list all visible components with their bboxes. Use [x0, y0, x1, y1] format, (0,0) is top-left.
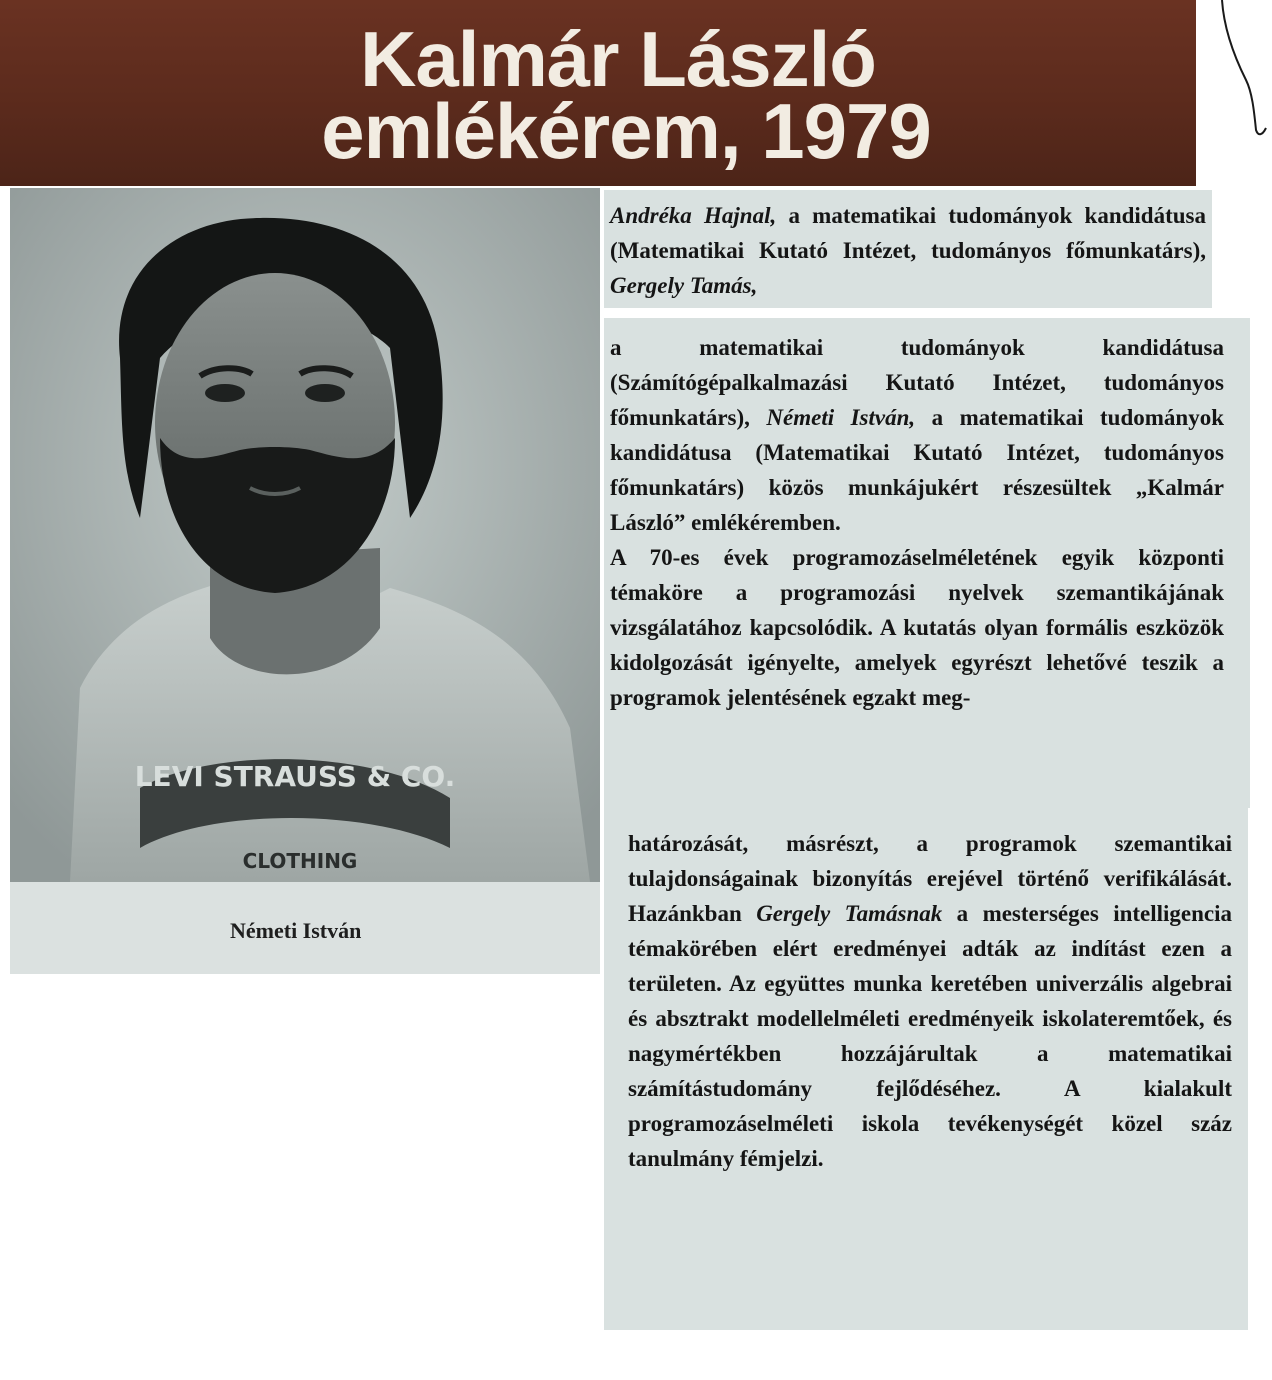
article-text: a matematikai tudományok kandidátusa (Számítógépalkalmazási Kutató Intézet, tudományos főmunkatárs), — [610, 335, 1224, 430]
title-line-2: emlékérem, 1979 — [321, 87, 931, 175]
article-text: határozását, másrészt, a programok szemantikai tulajdonságainak bizonyítás erejével történő verifikálását. Hazánkban — [628, 831, 1232, 926]
photo-caption: Németi István — [230, 918, 362, 943]
shirt-text-1: LEVI STRAUSS & CO. — [134, 760, 456, 793]
author-name: Gergely Tamás, — [610, 273, 758, 298]
author-name: Andréka Hajnal, — [610, 203, 777, 228]
title-banner — [0, 0, 1196, 186]
article-paragraph: A 70-es évek programozáselméletének egyik központi témaköre a programozási nyelvek szemantikájának vizsgálatához kapcsolódik. A kutatás olyan formális eszközök kidolgozását igényelte, amelyek egyrészt lehetővé teszik a programok jelentésének egzakt meg- — [610, 545, 1224, 710]
portrait-photo-box — [10, 188, 600, 974]
shirt-text-2: CLOTHING — [242, 849, 358, 873]
title-line-1: Kalmár László — [360, 15, 876, 103]
portrait-photo — [10, 188, 600, 882]
pen-scribble-margin — [1210, 0, 1272, 150]
article-column-3 — [604, 808, 1248, 1330]
article-column-1 — [604, 190, 1212, 308]
article-paragraph — [628, 826, 1232, 1176]
article-paragraph — [610, 330, 1224, 540]
article-text: a matematikai tudományok kandidátusa (Matematikai Kutató Intézet, tudományos főmunkatárs) közös munkájukért részesültek „Kalmár László” emlékéremben. — [610, 405, 1224, 535]
article-text: a mesterséges intelligencia témakörében elért eredményei adták az indítást ezen a területen. Az együttes munka keretében univerzális algebrai és absztrakt modellelméleti eredményeik iskolateremtőek, és nagymértékben hozzájárultak a matematikai számítástudomány fejlődéséhez. A kialakult programozáselméleti iskola tevékenységét közel száz tanulmány fémjelzi. — [628, 901, 1233, 1171]
article-paragraph — [610, 198, 1206, 303]
author-name: Németi István, — [766, 405, 916, 430]
article-column-2 — [604, 318, 1250, 808]
article-text: a matematikai tudományok kandidátusa (Matematikai Kutató Intézet, tudományos főmunkatárs), — [610, 203, 1206, 263]
author-name: Gergely Tamásnak — [756, 901, 943, 926]
